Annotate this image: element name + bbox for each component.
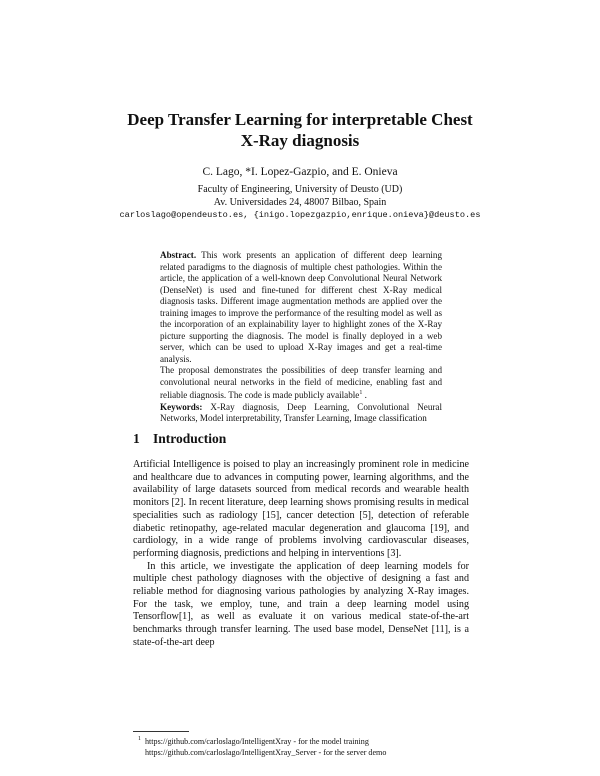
footnote [138,736,475,758]
affiliation-line: Faculty of Engineering, University of Deusto (UD) [197,184,403,195]
keywords-line [160,402,442,425]
abstract-paragraph [160,250,442,365]
body-text [133,459,469,650]
abstract-label: Abstract. [160,250,197,260]
abstract-paragraph-2: The proposal demonstrates the possibilities of deep transfer learning and convolutional neural networks in the field of medicine, enabling fast and reliable diagnosis. The code is made publicly available$^1$ . [160,365,442,401]
abstract-text: This work presents an application of different deep learning related paradigms to the diagnosis of multiple chest pathologies. Within the article, the application of a well-known deep Convolutional Neural Network (DenseNet) is used and fine-tuned for different chest X-Ray medical diagnosis tasks. Different image augmentation methods are applied over the training images to improve the performance of the resulting model as well as the incorporation of an explainability layer to highlight zones of the X-Ray picture supporting the diagnosis. The model is finally deployed in a web server, which can be used to upload X-Ray images and get a real-time analysis. [160,250,442,364]
footnote-link-model[interactable]: https://github.com/carloslago/IntelligentXray - for the model training [145,737,369,746]
footnote-mark: 1 [138,736,141,742]
author-list: C. Lago, *I. Lopez-Gazpio, and E. Onieva [202,166,398,178]
affiliation-block [60,184,540,222]
section-title: Introduction [153,431,227,446]
body-paragraph: In this article, we investigate the application of deep learning models for multiple chest pathology diagnoses with the objective of designing a fast and reliable method for diagnosing various pathologies by analyzing X-Ray images. For the task, we employ, tune, and train a deep learning model using Tensorflow[1], as well as evaluate it on various medical state-of-the-art benchmarks through transfer learning. The used base model, DenseNet [11], is a state-of-the-art deep [133,560,469,648]
keywords-text: X-Ray diagnosis, Deep Learning, Convolutional Neural Networks, Model interpretability, Transfer Learning, Image classification [160,401,442,424]
abstract-text-2: The proposal demonstrates the possibilities of deep transfer learning and convolutional neural networks in the field of medicine, enabling fast and reliable diagnosis. The code is made publicly available [160,365,442,401]
section-heading [133,431,226,447]
paper-title [60,109,540,151]
body-paragraph: Artificial Intelligence is poised to play an increasingly prominent role in medicine and healthcare due to advances in computing power, learning algorithms, and the availability of large datasets sourced from medical records and wearable health monitors [2]. In recent literature, deep learning shows promising results in medical specialities such as radiology [15], cancer detection [5], detection of referable diabetic retinopathy, age-related macular degeneration and glaucoma [19], and cardiology, in a wide range of problems involving cardiovascular diseases, performing diagnosis, predictions and helping in interventions [3]. [133,459,469,559]
abstract-block [160,250,442,425]
title-line-2: X-Ray diagnosis [240,131,360,150]
address-line: Av. Universidades 24, 48007 Bilbao, Spain [213,196,387,208]
footnote-divider [133,731,189,732]
section-number: 1 [133,431,140,446]
keywords-label: Keywords: [160,401,203,412]
footnote-reference: 1 [359,390,363,396]
footnote-link-server[interactable]: https://github.com/carloslago/IntelligentXray_Server - for the server demo [145,748,387,757]
title-line-1: Deep Transfer Learning for interpretable Chest [127,110,473,129]
author-emails: carloslago@opendeusto.es, {inigo.lopezgazpio,enrique.onieva}@deusto.es [119,210,481,220]
